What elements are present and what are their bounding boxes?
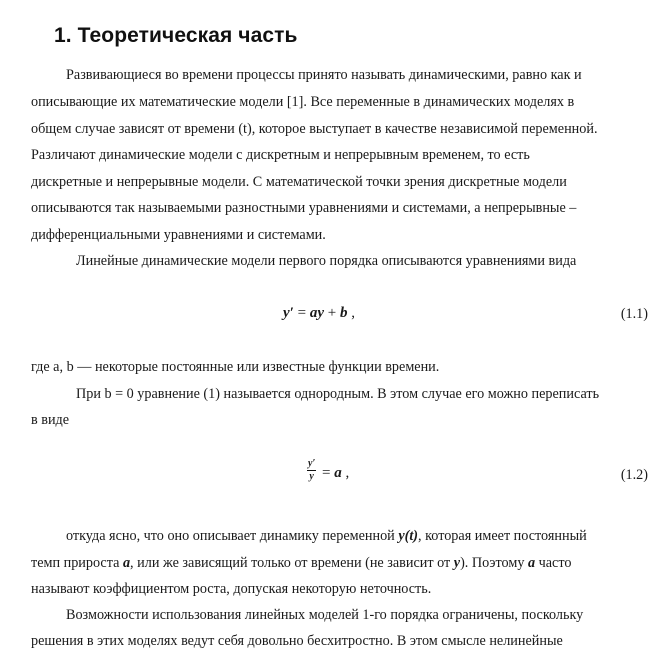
paragraph-4-text: , или же зависящий только от времени (не зависит от xyxy=(130,555,454,571)
paragraph-1-line-1: Развивающиеся во времени процессы принято называть динамическими, равно как и xyxy=(66,67,582,83)
eq2-denominator: y xyxy=(309,471,314,482)
paragraph-1-line-6: описываются так называемыми разностными уравнениями и системами, а непрерывные – xyxy=(31,200,577,216)
variable-a: a xyxy=(122,555,131,571)
eq1-equals: = xyxy=(297,305,307,321)
paragraph-4-line-1 xyxy=(66,529,587,543)
equation-1-2-rhs xyxy=(322,465,349,482)
variable-y: y xyxy=(453,555,461,571)
paragraph-4-line-2 xyxy=(31,556,571,570)
eq2-tail: , xyxy=(341,465,350,481)
equation-1-2-fraction xyxy=(307,459,316,482)
equation-1-1 xyxy=(283,305,355,322)
paragraph-4-line-3: называют коэффициентом роста, допуская некоторую неточность. xyxy=(31,581,432,597)
equation-1-1-number: (1.1) xyxy=(620,306,648,322)
variable-a: a xyxy=(527,555,536,571)
paragraph-1-line-7: дифференциальными уравнениями и системами. xyxy=(31,227,326,243)
eq1-b: b xyxy=(340,305,348,321)
paragraph-4-text: темп прироста xyxy=(31,555,123,571)
eq1-plus: + xyxy=(327,305,337,321)
paragraph-1-line-3: общем случае зависят от времени (t), которое выступает в качестве независимой переменной. xyxy=(31,121,598,137)
equation-1-2-number: (1.2) xyxy=(620,467,648,483)
paragraph-1-line-4: Различают динамические модели с дискретным и непрерывным временем, то есть xyxy=(31,147,530,163)
variable-y-of-t: y(t) xyxy=(398,528,419,544)
eq2-numerator: y′ xyxy=(308,458,316,469)
eq2-equals: = xyxy=(322,465,331,481)
paragraph-3-line-1: При b = 0 уравнение (1) называется однородным. В этом случае его можно переписать xyxy=(76,386,600,402)
paragraph-4-text: откуда ясно, что оно описывает динамику переменной xyxy=(66,528,399,544)
where-line: где a, b — некоторые постоянные или известные функции времени. xyxy=(31,359,440,375)
paragraph-5-line-1: Возможности использования линейных моделей 1-го порядка ограничены, поскольку xyxy=(66,607,584,623)
paragraph-1-line-5: дискретные и непрерывные модели. С математической точки зрения дискретные модели xyxy=(31,174,567,190)
section-heading: 1. Теоретическая часть xyxy=(54,24,298,47)
paragraph-1-line-2: описывающие их математические модели [1]. Все переменные в динамических моделях в xyxy=(31,94,575,110)
paragraph-2: Линейные динамические модели первого порядка описываются уравнениями вида xyxy=(76,253,577,269)
paragraph-3-line-2: в виде xyxy=(31,412,70,428)
paragraph-5-line-2: решения в этих моделях ведут себя довольно бесхитростно. В этом смысле нелинейные xyxy=(31,633,563,649)
eq2-a: a xyxy=(334,465,342,481)
paragraph-4-text: часто xyxy=(535,555,572,571)
paragraph-4-text: ). Поэтому xyxy=(460,555,528,571)
eq1-lhs: y′ xyxy=(283,305,294,321)
paragraph-4-text: , которая имеет постоянный xyxy=(418,528,587,544)
eq1-ay: ay xyxy=(309,305,325,321)
eq1-tail: , xyxy=(347,305,355,321)
